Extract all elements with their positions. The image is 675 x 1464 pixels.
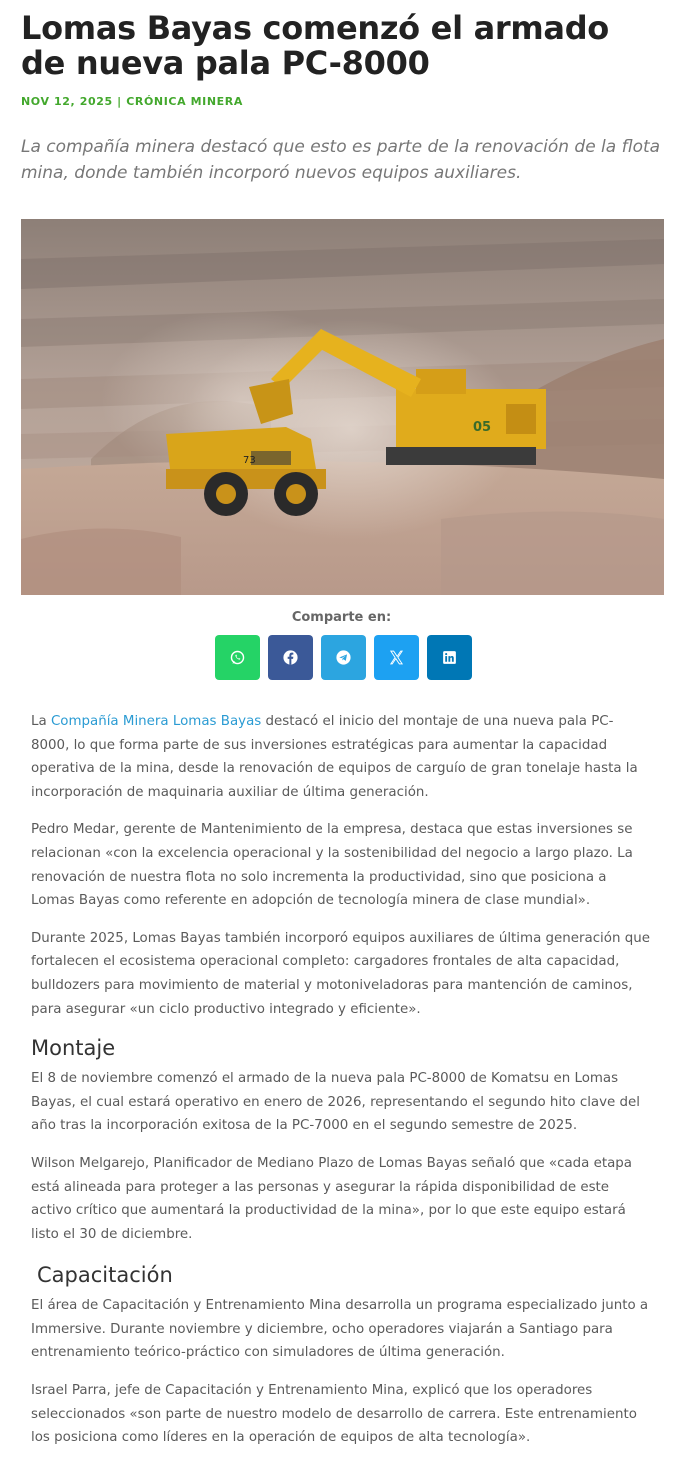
share-buttons — [215, 635, 472, 680]
paragraph-2: Pedro Medar, gerente de Mantenimiento de la empresa, destaca que estas inversiones se relacionan «con la excelencia operacional y la sostenibilidad del negocio a largo plazo. La renovación de nuestra flota no solo incrementa la productividad, sino que posiciona a Lomas Bayas como referente en adopción de tecnología minera de clase mundial». — [31, 822, 633, 909]
linkedin-icon — [441, 649, 458, 666]
paragraph-4: El 8 de noviembre comenzó el armado de la nueva pala PC-8000 de Komatsu en Lomas Bayas, el cual estará operativo en enero de 2026, representando el segundo hito clave del año tras la incorporación exitosa de la PC-7000 en el segundo semestre de 2025. — [31, 1071, 640, 1134]
truck-number: 73 — [243, 455, 256, 466]
article-meta[interactable]: NOV 12, 2025 | CRÓNICA MINERA — [21, 95, 243, 108]
p1-rest: destacó el inicio del montaje de una nueva pala PC-8000, lo que forma parte de sus inversiones estratégicas para aumentar la capacidad operativa de la mina, desde la renovación de equipos de carguío de gran tonelaje hasta la incorporación de maquinaria auxiliar de última generación. — [31, 714, 638, 800]
p1-prefix: La — [31, 714, 51, 729]
article-lead: La compañía minera destacó que esto es parte de la renovación de la flota mina, donde también incorporó nuevos equipos auxiliares. — [21, 137, 661, 183]
mining-photo — [21, 219, 664, 595]
facebook-icon — [282, 649, 299, 666]
telegram-share-button[interactable] — [321, 635, 366, 680]
facebook-share-button[interactable] — [268, 635, 313, 680]
paragraph-6: El área de Capacitación y Entrenamiento Mina desarrolla un programa especializado junto a Immersive. Durante noviembre y diciembre, ocho operadores viajarán a Santiago para entrenamiento teórico-práctico con simuladores de última generación. — [31, 1298, 649, 1361]
paragraph-1 — [31, 710, 651, 804]
paragraph-7: Israel Parra, jefe de Capacitación y Entrenamiento Mina, explicó que los operadores seleccionados «son parte de nuestro modelo de desarrollo de carrera. Este entrenamiento los posiciona como líderes en la operación de equipos de alta tecnología». — [31, 1383, 637, 1446]
x-share-button[interactable] — [374, 635, 419, 680]
paragraph-3: Durante 2025, Lomas Bayas también incorporó equipos auxiliares de última generación que fortalecen el ecosistema operacional completo: cargadores frontales de alta capacidad, bulldozers para movimiento de material y motoniveladoras para mantención de caminos, para asegurar «un ciclo productivo integrado y eficiente». — [31, 930, 650, 1017]
heading-montaje: Montaje — [31, 1036, 116, 1061]
whatsapp-share-button[interactable] — [215, 635, 260, 680]
share-label: Comparte en: — [291, 610, 392, 625]
shovel-number: 05 — [473, 420, 492, 435]
whatsapp-icon — [229, 649, 246, 666]
company-link[interactable]: Compañía Minera Lomas Bayas — [50, 714, 262, 729]
heading-capacitacion: Capacitación — [37, 1263, 173, 1288]
x-icon — [388, 649, 405, 666]
article-body — [31, 710, 651, 1464]
linkedin-share-button[interactable] — [427, 635, 472, 680]
article-title: Lomas Bayas comenzó el armado de nueva pala PC-8000 — [21, 9, 609, 82]
telegram-icon — [335, 649, 352, 666]
hero-image — [21, 219, 664, 595]
paragraph-5: Wilson Melgarejo, Planificador de Mediano Plazo de Lomas Bayas señaló que «cada etapa está alineada para proteger a las personas y asegurar la rápida disponibilidad de este activo crítico que aumentará la productividad de la mina», por lo que este equipo estará listo el 30 de diciembre. — [31, 1155, 633, 1242]
